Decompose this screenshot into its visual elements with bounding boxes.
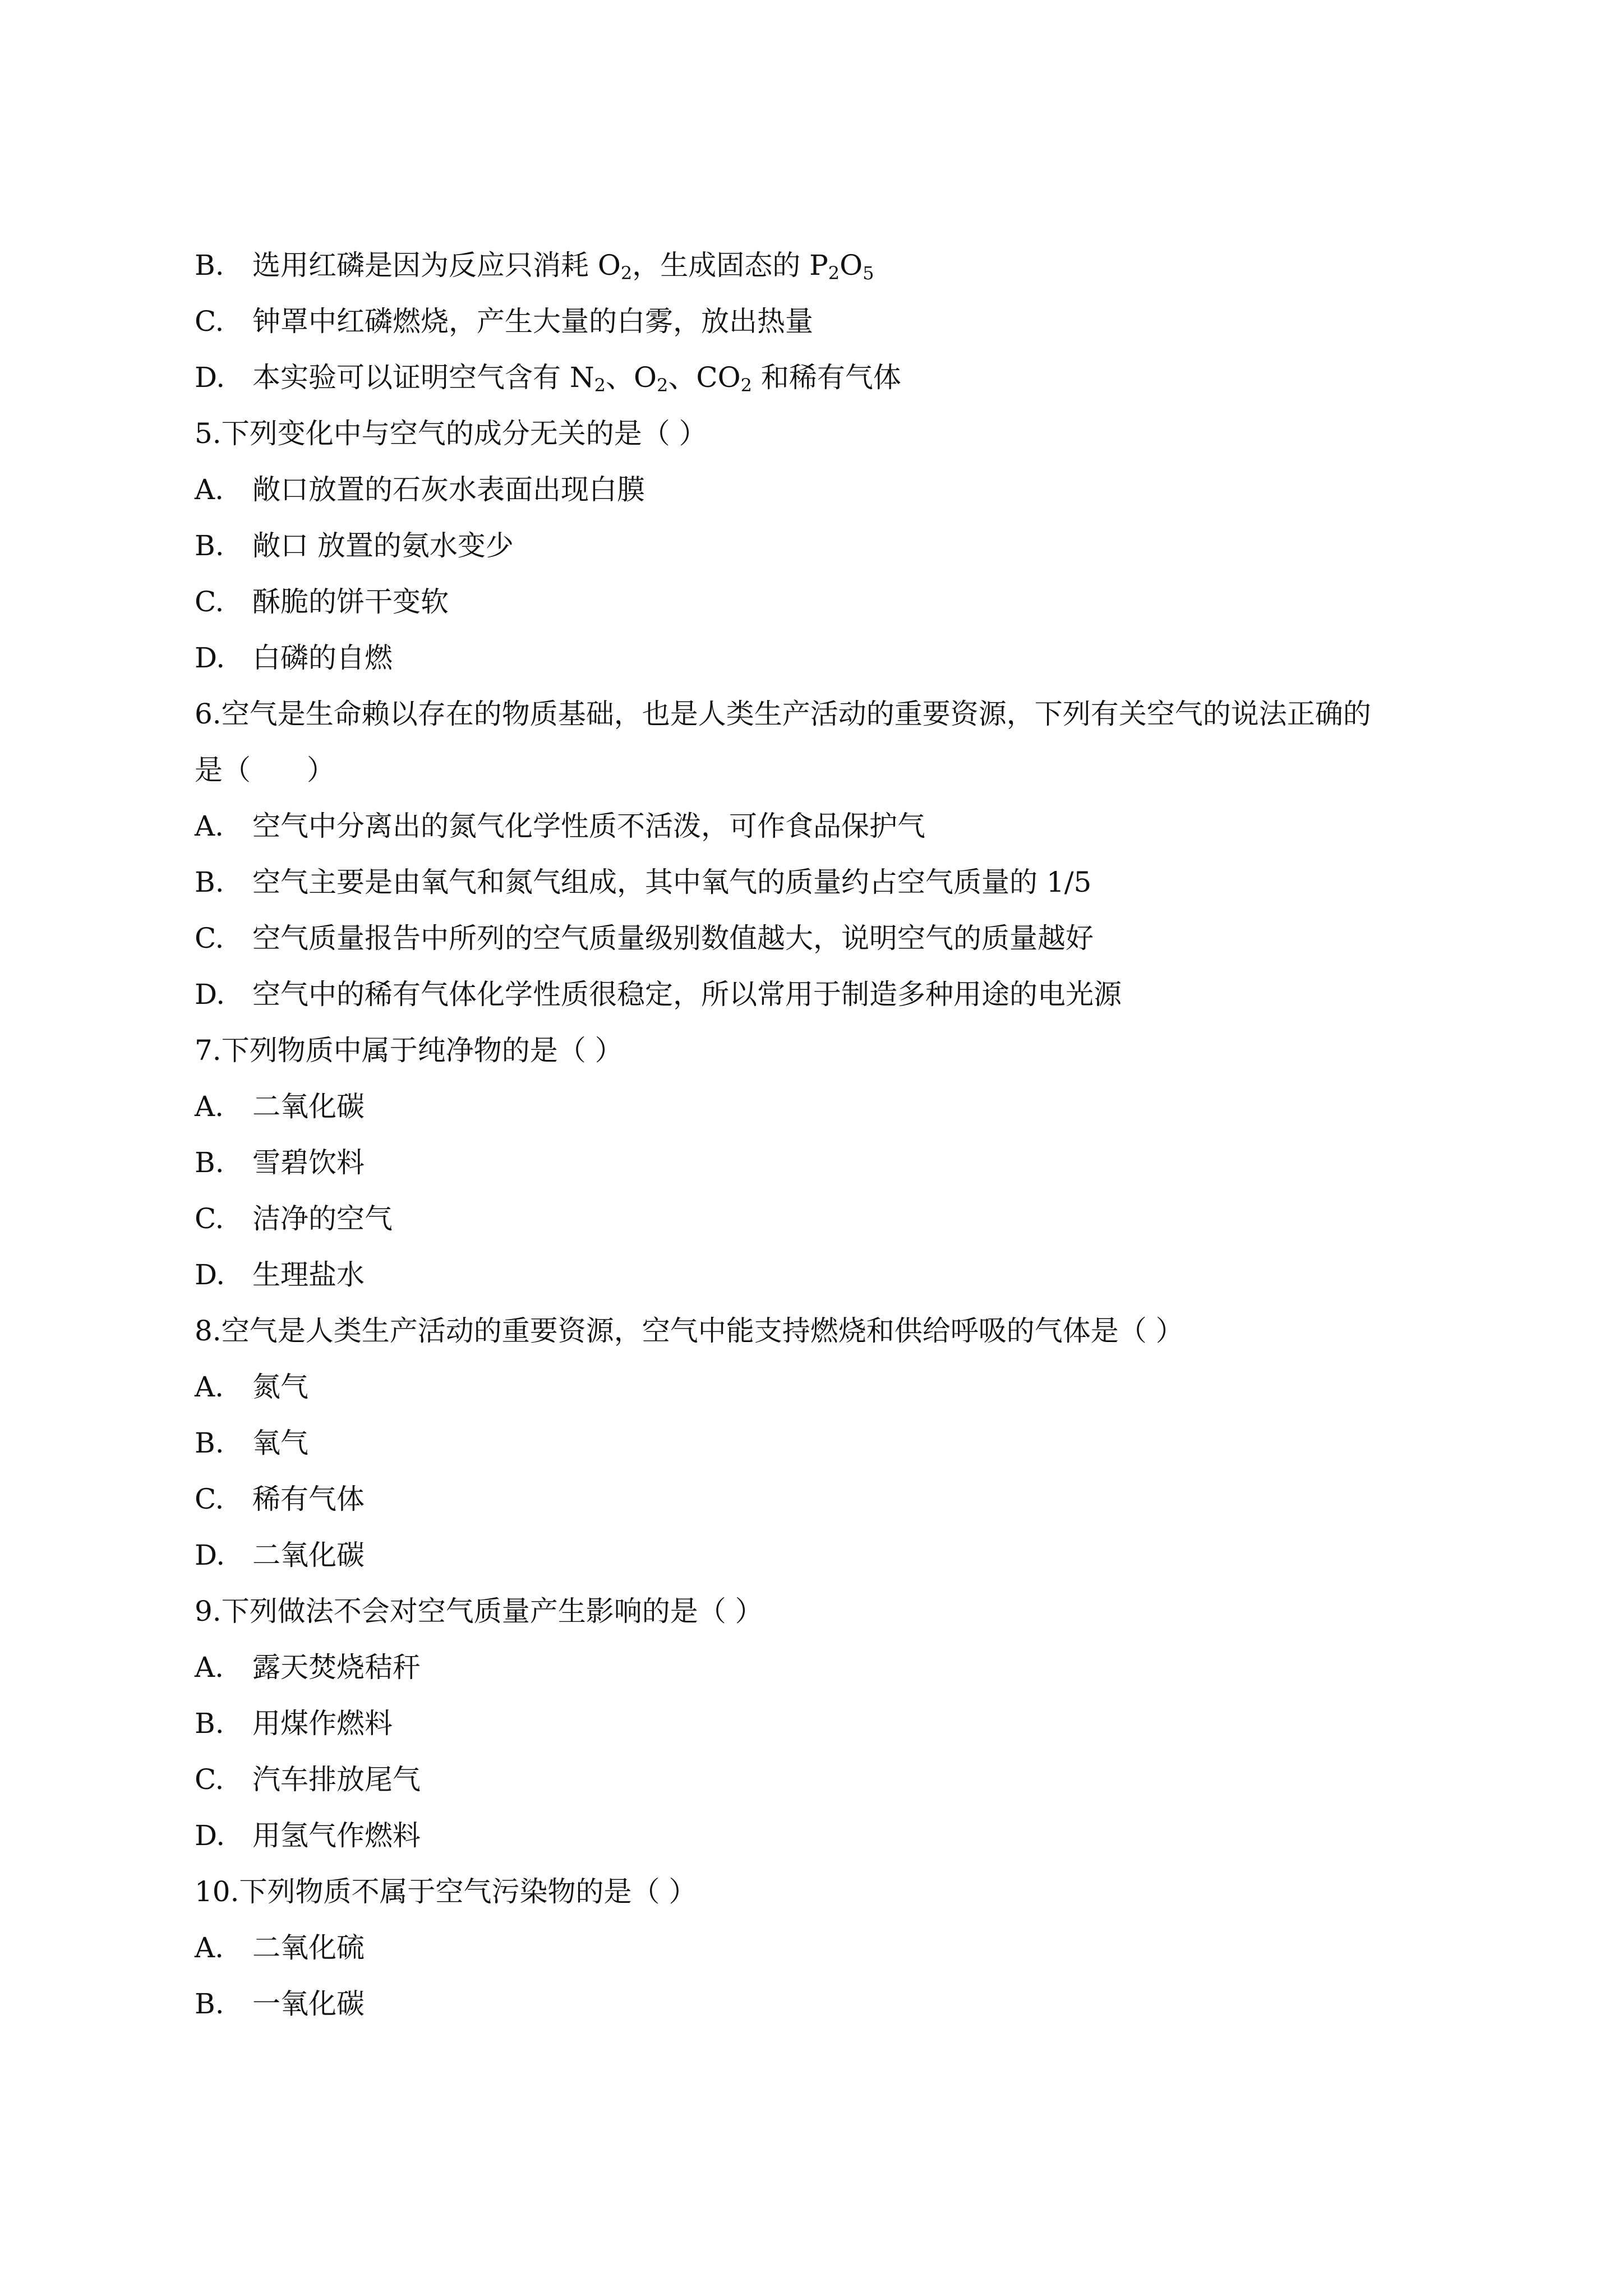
option-text: 敞口 放置的氨水变少 — [252, 529, 514, 562]
subscript: 5 — [863, 262, 874, 284]
option-letter: B. — [195, 1707, 224, 1740]
option-letter: D. — [195, 1258, 225, 1291]
subscript: 2 — [740, 375, 752, 396]
option-text: ，生成固态的 P — [632, 249, 828, 282]
option-letter: A. — [195, 1090, 224, 1123]
option-text: 选用红磷是因为反应只消耗 O — [252, 249, 621, 282]
option-text: 白磷的自燃 — [252, 642, 393, 674]
option-letter: C. — [195, 1202, 224, 1235]
q5-stem: 5.下列变化中与空气的成分无关的是（ ） — [195, 417, 707, 450]
q4-option-d — [195, 361, 901, 394]
q7-option-d — [195, 1258, 365, 1292]
q5-option-c — [195, 585, 449, 619]
subscript: 2 — [594, 375, 606, 396]
option-letter: A. — [195, 1931, 224, 1964]
q6-stem-line2: 是（ ） — [195, 754, 335, 786]
subscript: 2 — [828, 262, 840, 284]
q9-option-c — [195, 1763, 421, 1796]
option-text: 空气主要是由氧气和氮气组成，其中氧气的质量约占空气质量的 1/5 — [252, 866, 1092, 898]
q7-option-a — [195, 1090, 365, 1123]
option-text: 氮气 — [252, 1371, 308, 1403]
q9-stem: 9.下列做法不会对空气质量产生影响的是（ ） — [195, 1595, 763, 1628]
option-text: 稀有气体 — [252, 1483, 365, 1515]
option-letter: C. — [195, 585, 224, 618]
option-letter: A. — [195, 473, 224, 506]
option-letter: C. — [195, 1763, 224, 1796]
option-letter: A. — [195, 810, 224, 842]
q9-option-d — [195, 1819, 421, 1852]
option-letter: C. — [195, 1483, 224, 1515]
q8-option-c — [195, 1482, 365, 1516]
subscript: 2 — [657, 375, 668, 396]
option-letter: C. — [195, 922, 224, 955]
q9-option-a — [195, 1650, 421, 1684]
option-letter: B. — [195, 1427, 224, 1459]
option-text: 生理盐水 — [252, 1258, 365, 1291]
q5-option-b — [195, 529, 514, 563]
option-letter: B. — [195, 249, 224, 282]
option-text: 空气中分离出的氮气化学性质不活泼，可作食品保护气 — [252, 810, 925, 842]
option-letter: A. — [195, 1371, 224, 1403]
option-text: O — [840, 249, 863, 282]
option-letter: D. — [195, 1819, 225, 1852]
option-letter: D. — [195, 978, 225, 1011]
option-text: 洁净的空气 — [252, 1202, 393, 1235]
q6-option-b — [195, 865, 1091, 899]
q6-option-c — [195, 921, 1094, 955]
option-text: 、O — [606, 361, 657, 394]
q5-option-a — [195, 473, 645, 506]
option-text: 本实验可以证明空气含有 N — [252, 361, 594, 394]
option-letter: C. — [195, 305, 224, 338]
q10-option-a — [195, 1931, 365, 1965]
option-letter: A. — [195, 1651, 224, 1684]
q5-option-d — [195, 641, 393, 675]
q10-option-b — [195, 1987, 365, 2021]
option-text: 敞口放置的石灰水表面出现白膜 — [252, 473, 645, 506]
q6-stem-line1: 6.空气是生命赖以存在的物质基础，也是人类生产活动的重要资源，下列有关空气的说法正确的 — [195, 698, 1371, 730]
option-letter: B. — [195, 1988, 224, 2020]
option-text: 和稀有气体 — [751, 361, 901, 394]
option-text: 二氧化碳 — [252, 1090, 365, 1123]
subscript: 2 — [620, 262, 633, 284]
option-text: 用氢气作燃料 — [252, 1819, 421, 1852]
option-letter: D. — [195, 361, 225, 394]
option-letter: B. — [195, 529, 224, 562]
option-letter: B. — [195, 1146, 224, 1179]
option-text: 一氧化碳 — [252, 1988, 365, 2020]
q7-stem: 7.下列物质中属于纯净物的是（ ） — [195, 1034, 623, 1067]
q8-stem: 8.空气是人类生产活动的重要资源，空气中能支持燃烧和供给呼吸的气体是（ ） — [195, 1315, 1184, 1347]
q7-option-c — [195, 1202, 393, 1235]
q6-option-a — [195, 809, 925, 843]
option-text: 二氧化碳 — [252, 1539, 365, 1571]
option-text: 、CO — [668, 361, 741, 394]
option-text: 氧气 — [252, 1427, 308, 1459]
option-text: 用煤作燃料 — [252, 1707, 393, 1740]
q4-option-c — [195, 305, 813, 338]
option-letter: B. — [195, 866, 224, 898]
option-text: 汽车排放尾气 — [252, 1763, 421, 1796]
option-text: 空气质量报告中所列的空气质量级别数值越大，说明空气的质量越好 — [252, 922, 1094, 955]
option-text: 空气中的稀有气体化学性质很稳定，所以常用于制造多种用途的电光源 — [252, 978, 1122, 1011]
q9-option-b — [195, 1707, 393, 1740]
option-text: 酥脆的饼干变软 — [252, 585, 449, 618]
q8-option-b — [195, 1426, 308, 1460]
option-letter: D. — [195, 1539, 225, 1571]
option-text: 二氧化硫 — [252, 1931, 365, 1964]
option-text: 露天焚烧秸秆 — [252, 1651, 421, 1684]
option-letter: D. — [195, 642, 225, 674]
q6-option-d — [195, 978, 1122, 1011]
q7-option-b — [195, 1146, 365, 1179]
option-text: 钟罩中红磷燃烧，产生大量的白雾，放出热量 — [252, 305, 813, 338]
q4-option-b — [195, 248, 874, 282]
q8-option-a — [195, 1370, 308, 1404]
q10-stem: 10.下列物质不属于空气污染物的是（ ） — [195, 1875, 697, 1908]
option-text: 雪碧饮料 — [252, 1146, 365, 1179]
q8-option-d — [195, 1538, 365, 1572]
